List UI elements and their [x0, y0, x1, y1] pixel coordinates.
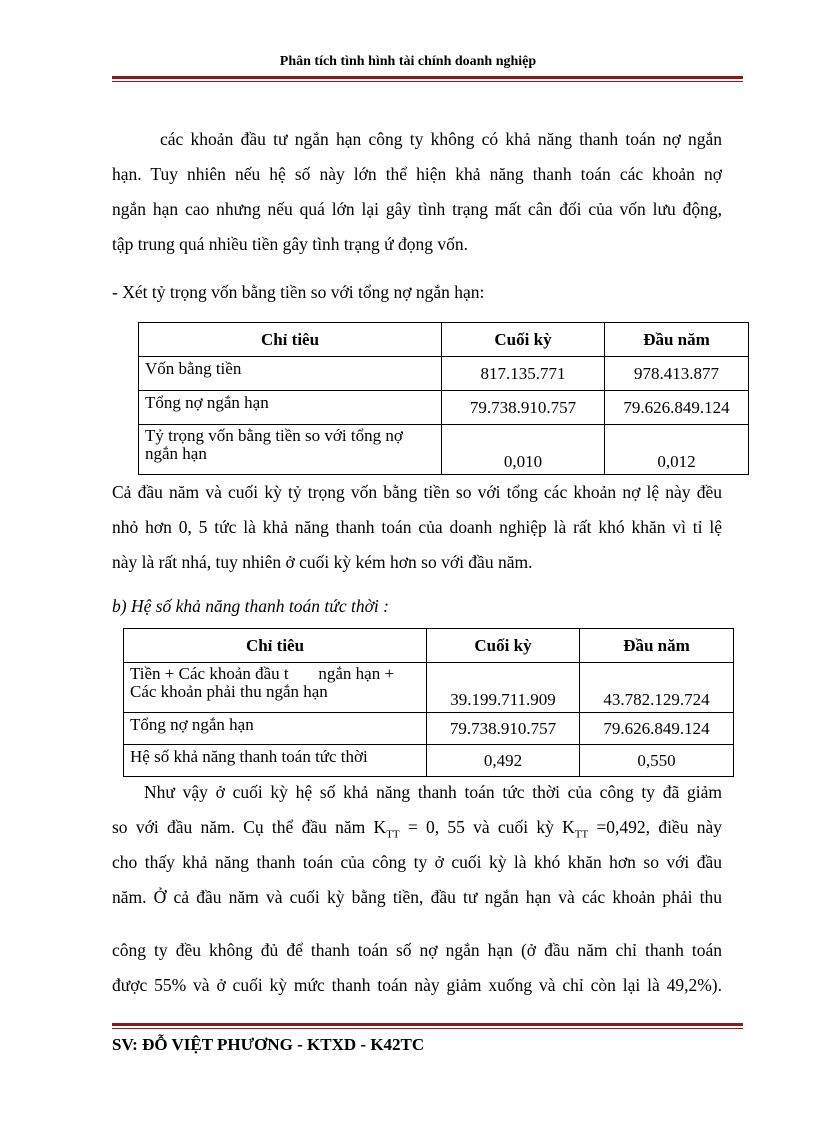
paragraph-2	[112, 475, 722, 580]
bullet-cash-ratio: - Xét tỷ trọng vốn bằng tiền so với tổng nợ ngắn hạn:	[112, 282, 485, 302]
table-cell: 79.738.910.757	[427, 713, 580, 745]
table-header-cell: Đầu năm	[605, 323, 749, 357]
table-cell: 0,550	[580, 745, 734, 777]
paragraph-line: được 55% và ở cuối kỳ mức thanh toán này giảm xuống và chỉ còn lại là 49,2%).	[112, 975, 722, 995]
paragraph-line: Như vậy ở cuối kỳ hệ số khả năng thanh toán tức thời của công ty đã giảm	[144, 782, 722, 802]
footer-student: SV: ĐỖ VIỆT PHƯƠNG - KTXD - K42TC	[112, 1035, 425, 1054]
table-header-cell: Cuối kỳ	[442, 323, 605, 357]
text-run: =0,492, điều này	[588, 817, 722, 837]
table-cell: 817.135.771	[442, 357, 605, 391]
table-cell: 978.413.877	[605, 357, 749, 391]
header-rule	[112, 76, 743, 82]
table-cell: 79.626.849.124	[580, 713, 734, 745]
table-header-cell: Đầu năm	[580, 629, 734, 663]
table-row	[124, 745, 734, 777]
paragraph-line: cho thấy khả năng thanh toán của công ty ở cuối kỳ là khó khăn hơn so với đầu	[112, 852, 722, 872]
paragraph-line: các khoản đầu tư ngắn hạn công ty không có khả năng thanh toán nợ ngắn	[160, 129, 722, 149]
paragraph-line	[112, 810, 722, 845]
table-cell: Vốn bằng tiền	[139, 357, 442, 391]
paragraph-line: tập trung quá nhiều tiền gây tình trạng ứ đọng vốn.	[112, 234, 469, 254]
table-cell: 0,010	[442, 425, 605, 475]
table-cell: Tổng nợ ngắn hạn	[139, 391, 442, 425]
table-header-row	[139, 323, 749, 357]
text-run: = 0, 55 và cuối kỳ K	[399, 817, 575, 837]
paragraph-line: hạn. Tuy nhiên nếu hệ số này lớn thể hiện khả năng thanh toán các khoản nợ	[112, 164, 722, 184]
paragraph-1	[112, 122, 722, 262]
table-cell: 43.782.129.724	[580, 663, 734, 713]
paragraph-line: nhỏ hơn 0, 5 tức là khả năng thanh toán của doanh nghiệp là rất khó khăn vì tỉ lệ	[112, 517, 722, 537]
paragraph-line: Cả đầu năm và cuối kỳ tỷ trọng vốn bằng tiền so với tổng các khoản nợ lệ này đều	[112, 482, 722, 502]
table-header-cell: Cuối kỳ	[427, 629, 580, 663]
instant-liquidity-table	[123, 628, 734, 777]
table-row	[124, 713, 734, 745]
table-row	[139, 357, 749, 391]
page-header-title: Phân tích tình hình tài chính doanh nghiệp	[279, 54, 537, 69]
table-cell: 0,012	[605, 425, 749, 475]
table-row	[124, 663, 734, 713]
subscript: TT	[386, 828, 400, 841]
paragraph-line: ngắn hạn cao nhưng nếu quá lớn lại gây tình trạng mất cân đối của vốn lưu động,	[112, 199, 722, 219]
table-cell: 79.626.849.124	[605, 391, 749, 425]
table-cell: 79.738.910.757	[442, 391, 605, 425]
table-cell: Tiền + Các khoản đầu t ngắn hạn + Các khoản phải thu ngắn hạn	[124, 663, 427, 713]
table-header-row	[124, 629, 734, 663]
table-cell: 39.199.711.909	[427, 663, 580, 713]
paragraph-3	[112, 775, 722, 1003]
table-cell: 0,492	[427, 745, 580, 777]
section-b-heading: b) Hệ số khả năng thanh toán tức thời :	[112, 596, 389, 616]
table-row	[139, 391, 749, 425]
footer-rule	[112, 1023, 743, 1029]
table-cell: Hệ số khả năng thanh toán tức thời	[124, 745, 427, 777]
paragraph-line: công ty đều không đủ để thanh toán số nợ ngắn hạn (ở đầu năm chỉ thanh toán	[112, 940, 722, 960]
paragraph-line: năm. Ở cả đầu năm và cuối kỳ bằng tiền, đầu tư ngắn hạn và các khoản phải thu	[112, 887, 722, 907]
paragraph-line: này là rất nhá, tuy nhiên ở cuối kỳ kém hơn so với đầu năm.	[112, 552, 533, 572]
cash-ratio-table	[138, 322, 749, 475]
table-cell: Tổng nợ ngắn hạn	[124, 713, 427, 745]
table-header-cell: Chỉ tiêu	[124, 629, 427, 663]
table-header-cell: Chỉ tiêu	[139, 323, 442, 357]
table-row	[139, 425, 749, 475]
text-run: so với đầu năm. Cụ thể đầu năm K	[112, 817, 387, 837]
table-cell: Tỷ trọng vốn bằng tiền so với tổng nợ ngắn hạn	[139, 425, 442, 475]
subscript: TT	[574, 828, 589, 841]
